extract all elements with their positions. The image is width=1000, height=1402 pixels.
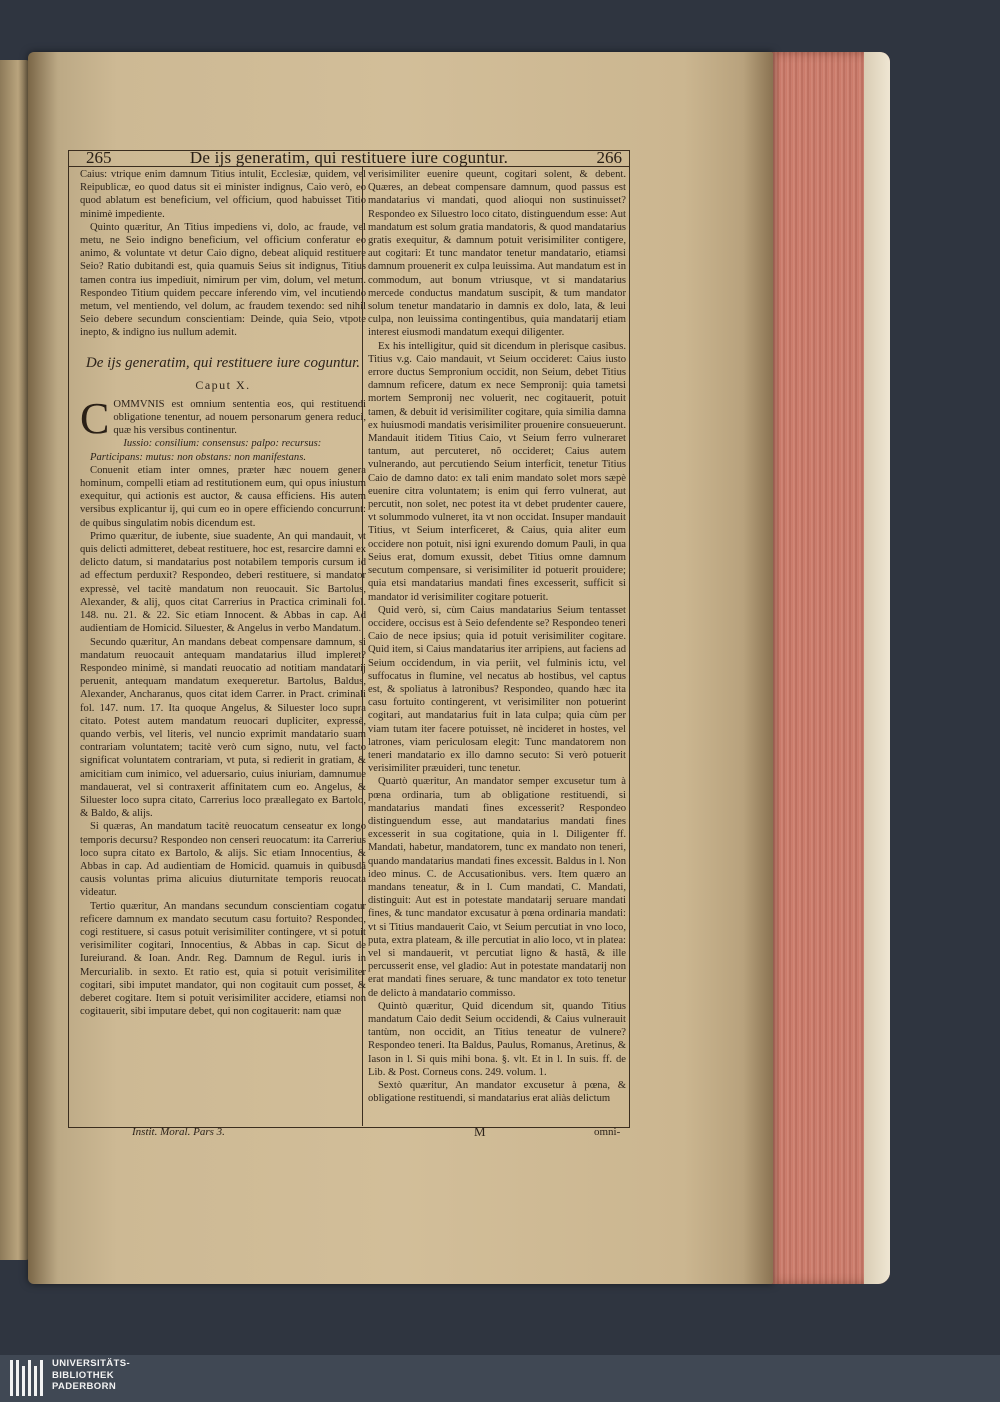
- signature-mark: M: [474, 1124, 486, 1139]
- paragraph: Caius: vtrique enim damnum Titius intulit, Ecclesiæ, quidem, vel Reipublicæ, eo quod datus sit ei minister indignus, Caio verò, eo quod ablatum est beneficium, vel officium, quod habuisset Titio minimè impediente.: [80, 169, 366, 220]
- catchword: omni-: [594, 1126, 621, 1138]
- paragraph: verisimiliter euenire queunt, cogitari solent, & debent. Quæres, an debeat compensare damnum, quod passus est mandatarius vi mandati, quod alioqui non sustinuisset? Respondeo ex Siluestro loco citato, distinguendum esse: Aut mandatum est solum gratia mandatoris, & quod mandatarius gratis exequitur, & damnum potuit verisimiliter contigere, aut cogitari: Et tunc mandator tenetur mandatario, etiamsi damnum prouenerit ex culpa leuissima. Aut mandatum est in commodum, aut bonum vtriusque, vt si mandatarius mercede conductus mandatum suscipit, & tum mandator solum tenetur mandatario in damnis ex dolo, lata, & leui culpa, non leuissima contingentibus, quia mandatarij etiam interest eiusmodi mandatum exequi diligenter.: [368, 169, 626, 339]
- library-name-line: PADERBORN: [52, 1381, 117, 1392]
- paragraph: Secundo quæritur, An mandans debeat compensare damnum, si mandatum reuocauit antequam mandatarius illud impleret? Respondeo minimè, si mandati reuocatio ad notitiam mandatarij peruenit, antequam mandatum exequeretur. Bartolus, Baldus, Alexander, Ancharanus, quos citat idem Carrer. in Pract. criminali fol. 147. num. 17. Ita quoque Angelus, & Siluester loco supra citato. Potest autem mandatum reuocari dupliciter, expressè, quando verbis, vel literis, vel nuncio exprimit mandatario suam contrariam voluntatem; tacitè verò cum signo, nutu, vel facto significat voluntatem contrariam, vt puta, si redierit in gratiam, & amicitiam cum inimico, vel aduersario, cuius iniuriam, damnumue mandauerat, vel si contraxerit affinitatem cum eo. Angelus, & Siluester loco supra citato, Carrerius loco præallegato ex Bartolo, & Baldo, & alijs.: [80, 636, 366, 820]
- library-name-line: BIBLIOTHEK: [52, 1369, 115, 1381]
- section-title: De ijs generatim, qui restituere iure coguntur.: [85, 354, 361, 371]
- paragraph: Ex his intelligitur, quid sit dicendum in plerisque casibus. Titius v.g. Caio mandauit, vt Seium occideret: Caius iusto errore ductus Sempronium occidit, non Seium, debet Titius damnum reficere, datum ex nece Sempronij: quia tametsi mortem Sempronij nec voluerit, nec cogitauerit, potuit tamen, & debuit id verisimiliter cogitare, quia similia damna ex huiusmodi mandatis verisimiliter prouenire consueuerunt. Mandauit itidem Titius Caio, vt Seium ferro vulneraret tantum, aut percuteret, nõ occideret; Caius autem vulnerando, aut percutiendo Seium interficit, tenetur Titius Caio de damno dato: ex tali enim mandato solet mors sæpè euenire citra voluntatem; is enim qui ferro vulnerat, aut percutit, non solet, nec potest ita vt debet prudenter cauere, vt solummodo vulneret, ita vt non occidat. Insuper mandauit Titius, vt Seium interficeret, & Caius, quia aliter eum occidere non potuit, nisi igni exurendo domum Pauli, in qua Seius erat, domum exussit, debet Titius omne damnum secutum compensare, si verisimiliter id potuerit prouidere; quia etsi mandatarius mandati fines excesserit, sufficit si mandator id verisimiliter cogitare potuerit.: [368, 340, 626, 603]
- facing-page-edge: [0, 60, 30, 1260]
- verse-line: Iussio: consilium: consensus: palpo: recursus:: [123, 438, 322, 450]
- drop-capital: C: [80, 393, 110, 443]
- paragraph: Tertio quæritur, An mandans secundum conscientiam cogatur reficere damnum ex mandato secutum casu fortuito? Respondeo, cogi restituere, si casus potuit verisimiliter contingere, vt si potuit verisimiliter cogitari, Innocentius, & Abbas in cap. Sicut de Iureiurand. & Ioan. Andr. Reg. Damnum de Regul. iuris in Mercurialib. in sexto. Et ratio est, quia si potuit verisimiliter cogitari, sibi imputet mandator, qui non cogitauit cum posset, & deberet cogitare. Item si potuit verisimiliter accidere, etiamsi non cogitauerit, sibi imputare debet, qui non cogitauerit: nam quæ: [80, 900, 366, 1018]
- page-number-left: 265: [86, 148, 112, 167]
- book-fore-edge: [762, 52, 890, 1284]
- library-name-line: UNIVERSITÄTS-: [52, 1358, 131, 1369]
- paragraph: Si quæras, An mandatum tacitè reuocatum censeatur ex longo temporis decursu? Respondeo non censeri reuocatum: ita Carrerius loco supra citato ex Bartolo, & alijs. Sic etiam Innocentius, & Abbas in cap. Ad audientiam de Homicid. quamuis in quibusdã causis voluntas prima alicuius diuturnitate temporis reuocata videatur.: [80, 821, 366, 899]
- library-banner: [0, 1355, 1000, 1402]
- paragraph: Quartò quæritur, An mandator semper excusetur tum à pœna ordinaria, tum ab obligatione restituendi, si mandatarius mandati fines excesserit? Respondeo distinguendum esse, aut mandatarius mandati fines excesserit in sua cogitatione, quia in l. Diligenter ff. Mandati, habetur, mandatorem, tunc ex mandato non teneri, quando mandatarius mandati fines excessit. Baldus in l. Non ideo minus. C. de Accusationibus. vers. Item quæro an mandans teneatur, & in l. Cum mandati, C. Mandati, distinguit: Aut est in potestate mandatarij seruare mandati fines, & tunc mandator excusatur à pœna ordinaria mandati: vt si Titius mandauerit Caio, vt Seium percutiat in vno loco, puta, extra plateam, & ille percutiat in alio loco, vt in platea: vel si mandauerit, vt percutiat ligno & hastâ, & ille percusserit ense, vel gladio: Aut in potestate mandatarij non erat mandati fines seruare, & tunc mandator ex toto tenetur de delicto à mandatario commisso.: [368, 776, 626, 999]
- right-column: [368, 168, 626, 1126]
- footer-title: Instit. Moral. Pars 3.: [132, 1126, 225, 1138]
- paragraph: Sextò quæritur, An mandator excusetur à pœna, & obligatione restituendi, si mandatarius erat aliàs delictum: [368, 1080, 626, 1105]
- chapter-heading: Caput X.: [195, 377, 251, 392]
- opening-paragraph: [80, 393, 366, 443]
- opening-text: OMMVNIS est omnium sententia eos, qui restituendi obligatione tenentur, ad nouem personarum genera reduci, quæ his versibus continentur.: [113, 398, 366, 437]
- paragraph: Quintò quæritur, Quid dicendum sit, quando Titius mandatum Caio dedit Seium occidendi, & Caius vulnerauit tantùm, non occidit, an Titius teneatur de vulnere? Respondeo teneri. Ita Baldus, Paulus, Romanus, Aretinus, & Iason in l. Si quis mihi bona. §. vlt. Et in l. In suis. ff. de Lib. & Post. Corneus cons. 249. volum. 1.: [368, 1000, 626, 1078]
- library-logo-icon: [10, 1358, 46, 1398]
- verse-line: Participans: mutus: non obstans: non manifestans.: [90, 451, 306, 463]
- running-title: De ijs generatim, qui restituere iure coguntur.: [189, 148, 509, 167]
- library-name: [52, 1358, 130, 1393]
- left-column: [80, 168, 366, 1126]
- paragraph: Primo quæritur, de iubente, siue suadente, An qui mandauit, vt quis delicti admitteret, debeat restituere, hoc est, resarcire damni ex delicto datum, si mandatarius post notabilem temporis cursum id ad effectum perduxit? Respondeo, deberi restituere, si mandator expressè, vel tacitè mandatum non reuocauit. Sic Bartolus, Alexander, & alij, quos citat Carrerius in Practica criminali fol. 148. nu. 21. & 22. Sic etiam Innocent. & Abbas in cap. Ad audientiam de Homicid. Siluester, & Angelus in verbo Mandatum.: [80, 530, 366, 635]
- running-head: [70, 148, 628, 168]
- paragraph: Quinto quæritur, An Titius impediens vi, dolo, ac fraude, vel metu, ne Seio indigno beneficium, vel officium conferatur eo animo, & voluntate vt detur Caio digno, debeat aliquid restituere Seio? Ratio dubitandi est, quia quamuis Seius sit indignus, Titius tamen contra ius impediuit, nimirum per vim, dolum, vel metum. Respondeo Titium quidem peccare inferendo vim, vel incutiendo metum, vel mentiendo, vel dolum, ac fraudem texendo: sed nihil Seio debere secundum conscientiam: Deinde, quia Seio, vtpote inepto, & indigno ius nullum ademit.: [80, 221, 366, 339]
- page-number-right: 266: [596, 148, 622, 167]
- paragraph: Conuenit etiam inter omnes, præter hæc nouem genera hominum, compelli etiam ad restitutionem eum, qui opus iniustum exequitur, qui actionis est auctor, & causa efficiens. His autem versibus explicantur ij, qui cum eo in opere efficiendo concurrunt: de quibus singulatim nobis dicendum est.: [80, 464, 366, 529]
- paragraph: Quid verò, si, cùm Caius mandatarius Seium tentasset occidere, occisus est à Seio defendente se? Respondeo teneri Caio de nece ipsius; quia id potuit verisimiliter cogitare. Quid item, si Caius mandatarius iter arripiens, aut faciens ad Seium occidendum, in via periit, vel fulminis ictu, vel suffocatus in flumine, vel necatus ab hostibus, vel captus est, & spoliatus à latronibus? Respondeo, quando hæc ita casu fortuito contingerent, vt verisimiliter non potuerint cogitari, aut mandatarius fuit in lata culpa; quia cùm per viam tutam iter facere potuisset, nè incideret in hostes, vel latrones, viam periculosam elegit: Tunc mandatorem non teneri mandatario ex illo damno secuto: Si verò potuerit verisimiliter præuideri, tunc tenetur.: [368, 604, 626, 775]
